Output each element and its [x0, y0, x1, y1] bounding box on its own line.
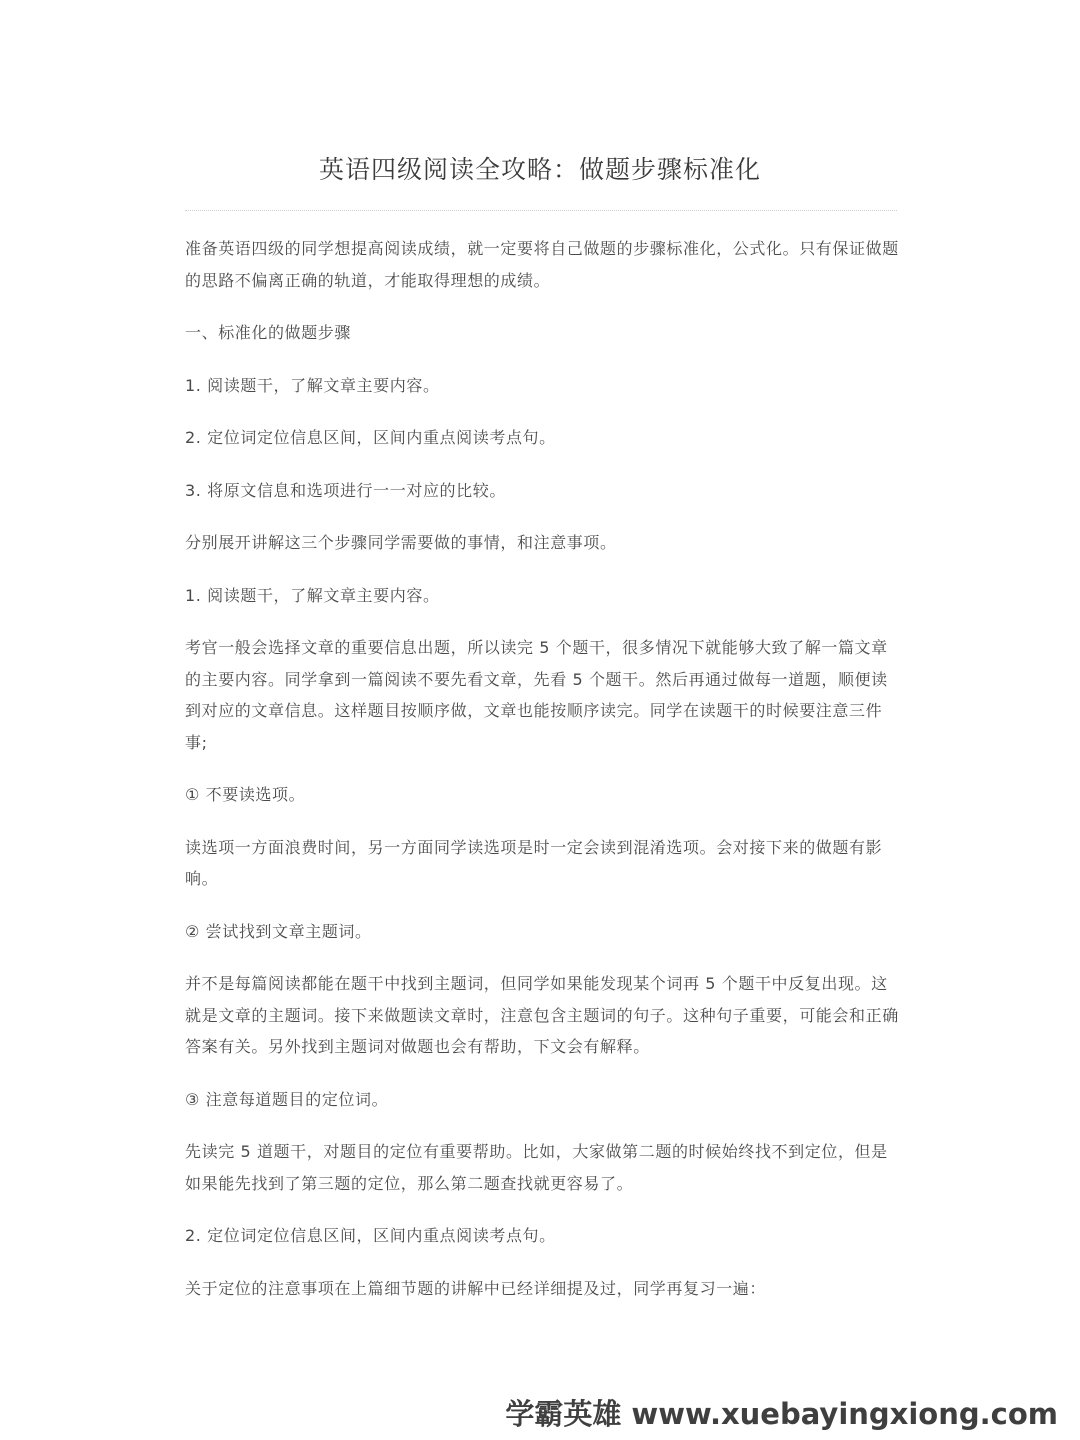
paragraph: 并不是每篇阅读都能在题干中找到主题词，但同学如果能发现某个词再 5 个题干中反复出现。这就是文章的主题词。接下来做题读文章时，注意包含主题词的句子。这种句子重要，可能会和正确答案有关。另外找到主题词对做题也会有帮助，下文会有解释。: [185, 974, 899, 1056]
tip-heading: ③ 注意每道题目的定位词。: [185, 1089, 389, 1109]
paragraph: 先读完 5 道题干，对题目的定位有重要帮助。比如，大家做第二题的时候始终找不到定位，但是如果能先找到了第三题的定位，那么第二题查找就更容易了。: [185, 1142, 888, 1193]
tip-heading: ② 尝试找到文章主题词。: [185, 921, 372, 941]
subsection-heading: 2. 定位词定位信息区间，区间内重点阅读考点句。: [185, 1226, 556, 1245]
paragraph: 分别展开讲解这三个步骤同学需要做的事情，和注意事项。: [185, 533, 617, 552]
step-item: 1. 阅读题干，了解文章主要内容。: [185, 375, 440, 395]
paragraph: 关于定位的注意事项在上篇细节题的讲解中已经详细提及过，同学再复习一遍：: [185, 1278, 767, 1298]
site-watermark: 学霸英雄 www.xuebayingxiong.com: [505, 1397, 1058, 1431]
page-title: 英语四级阅读全攻略：做题步骤标准化: [318, 155, 761, 184]
paragraph: 读选项一方面浪费时间，另一方面同学读选项是时一定会读到混淆选项。会对接下来的做题有影响。: [185, 837, 883, 888]
step-item: 2. 定位词定位信息区间，区间内重点阅读考点句。: [185, 428, 556, 447]
article-body: [185, 233, 900, 1325]
section-heading: 一、标准化的做题步骤: [185, 323, 352, 342]
paragraph-intro: 准备英语四级的同学想提高阅读成绩，就一定要将自己做题的步骤标准化，公式化。只有保证做题的思路不偏离正确的轨道，才能取得理想的成绩。: [185, 239, 899, 290]
subsection-heading: 1. 阅读题干，了解文章主要内容。: [185, 585, 440, 605]
step-item: 3. 将原文信息和选项进行一一对应的比较。: [185, 480, 506, 500]
paragraph: 考官一般会选择文章的重要信息出题，所以读完 5 个题干，很多情况下就能够大致了解一篇文章的主要内容。同学拿到一篇阅读不要先看文章，先看 5 个题干。然后再通过做每一道题，顺便读到对应的文章信息。这样题目按顺序做，文章也能按顺序读完。同学在读题干的时候要注意三件事;: [185, 638, 888, 752]
tip-heading: ① 不要读选项。: [185, 785, 306, 804]
title-divider: [185, 210, 897, 211]
